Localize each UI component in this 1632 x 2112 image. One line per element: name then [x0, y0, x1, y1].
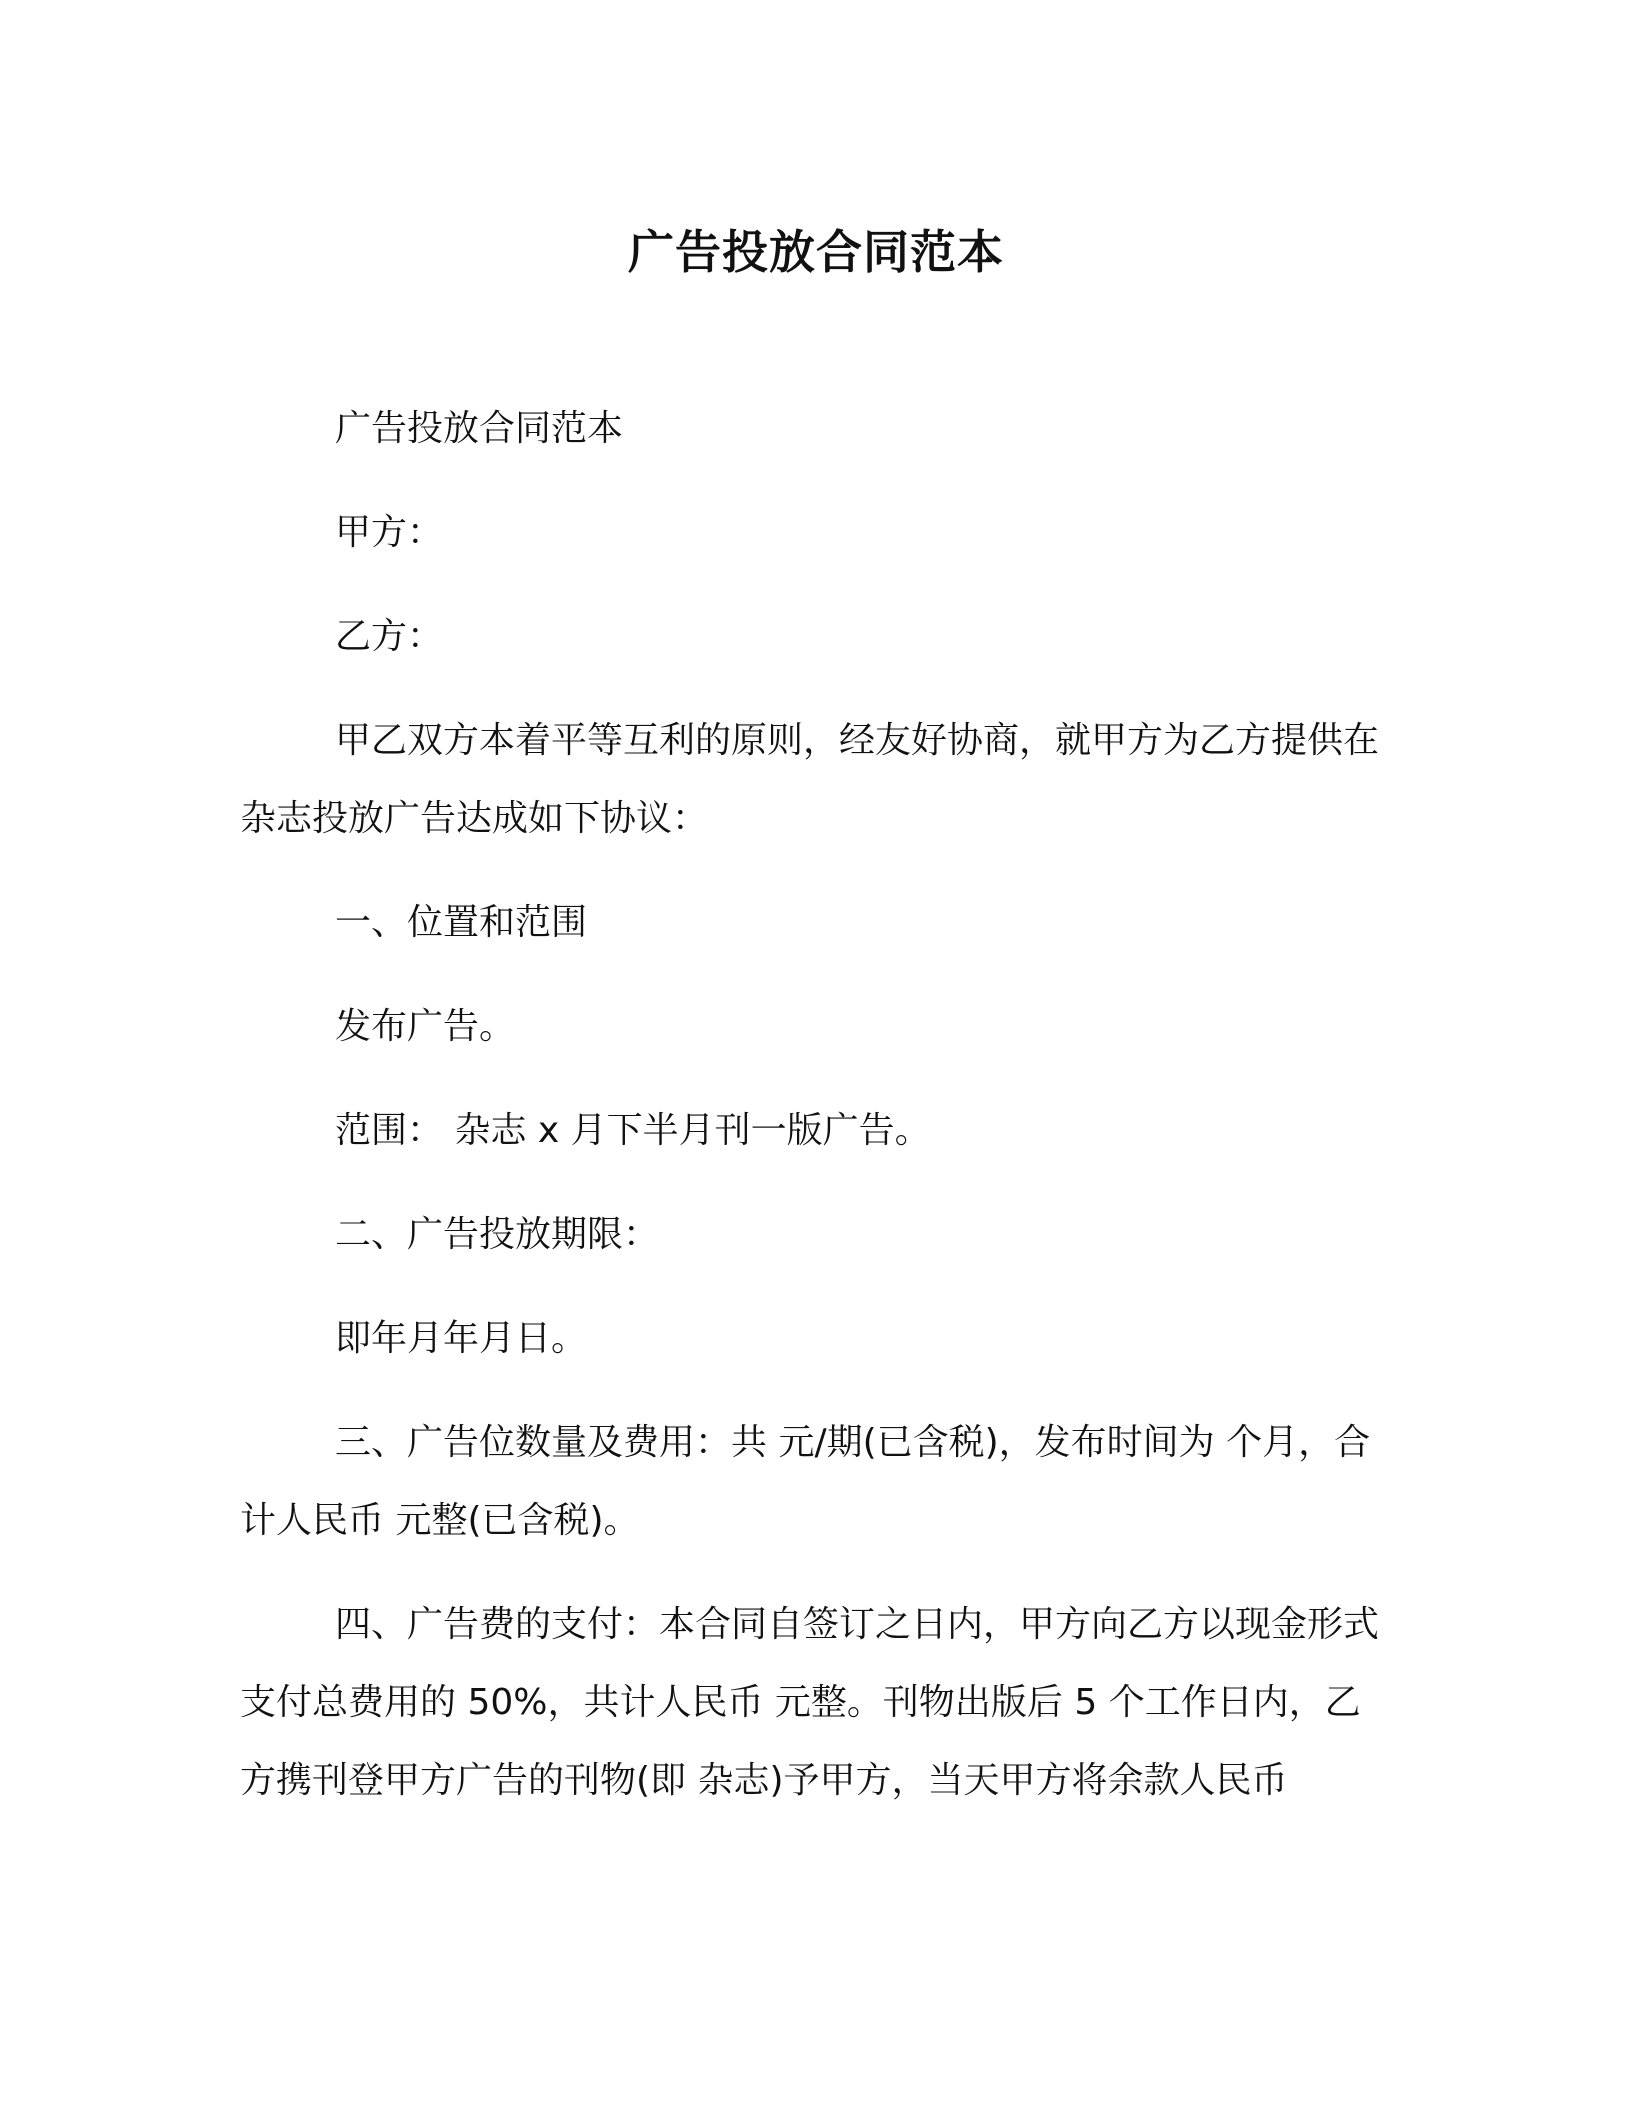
- paragraph-payment: 四、广告费的支付：本合同自签订之日内，甲方向乙方以现金形式支付总费用的 50%，共计人民币 元整。刊物出版后 5 个工作日内，乙方携刊登甲方广告的刊物(即 杂志)予甲方，当天甲方将余款人民币: [240, 1604, 1380, 1801]
- document-title: 广告投放合同范本: [628, 225, 1004, 279]
- section-heading-period: 二、广告投放期限：: [335, 1214, 660, 1255]
- document-body: [240, 390, 1380, 1846]
- paragraph-quantity-fees: 三、广告位数量及费用：共 元/期(已含税)，发布时间为 个月，合计人民币 元整(已含税)。: [240, 1422, 1371, 1541]
- paragraph-agreement-intro: 甲乙双方本着平等互利的原则，经友好协商，就甲方为乙方提供在 杂志投放广告达成如下协议：: [240, 720, 1380, 839]
- paragraph-subtitle: 广告投放合同范本: [335, 408, 624, 449]
- paragraph-party-b: 乙方：: [335, 616, 444, 657]
- paragraph-publish-ad: 发布广告。: [335, 1006, 516, 1047]
- paragraph-party-a: 甲方：: [335, 512, 444, 553]
- paragraph-scope: 范围： 杂志 x 月下半月刊一版广告。: [335, 1110, 931, 1151]
- section-heading-position-scope: 一、位置和范围: [335, 902, 588, 943]
- paragraph-period-dates: 即年月年月日。: [335, 1318, 588, 1359]
